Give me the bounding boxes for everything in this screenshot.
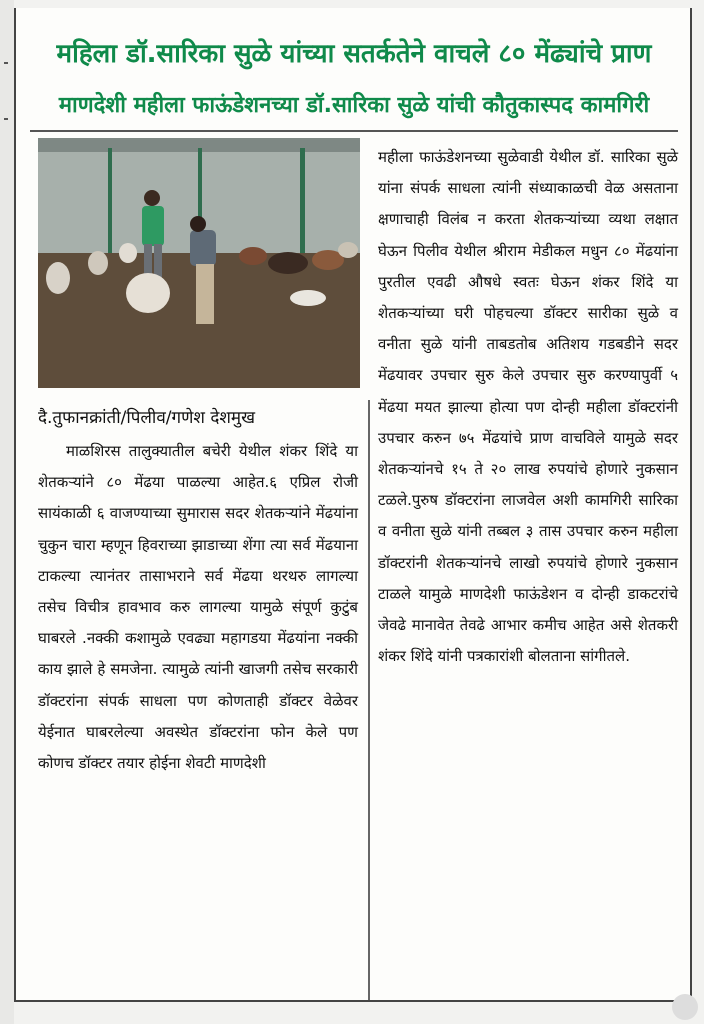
edge-mark — [4, 62, 8, 64]
newspaper-clipping — [14, 8, 692, 1002]
sheep-shed-illustration — [38, 138, 360, 388]
edge-mark — [4, 118, 8, 120]
article-column-right — [378, 142, 678, 672]
article-body-right: महीला फाऊंडेशनच्या सुळेवाडी येथील डॉ. सारिका सुळे यांना संपर्क साधला त्यांनी संध्याकाळची वेळ असताना क्षणाचाही विलंब न करता शेतकऱ्यांच्या व्यथा लक्षात घेऊन पिलीव येथील श्रीराम मेडीकल मधुन ८० मेंढयांना पुरतील एवढी औषधे स्वतः घेऊन शंकर शिंदे या शेतकऱ्यांच्या घरी पोहचल्या डॉक्टर सारीका सुळे व वनीता सुळे यांनी ताबडतोब अतिशय गडबडीने सदर मेंढयावर उपचार सुरु केले उपचार सुरु करण्यापुर्वी ५ मेंढया मयत झाल्या होत्या पण दोन्ही महीला डॉक्टरांनी उपचार करुन ७५ मेंढयांचे प्राण वाचविले यामुळे सदर शेतकऱ्यांनचे १५ ते २० लाख रुपयांचे होणारे नुकसान टळले.पुरुष डॉक्टरांना लाजवेल अशी कामगिरी सारिका व वनीता सुळे यांनी तब्बल ३ तास उपचार करुन महीला डॉक्टरांनी शेतकऱ्यांनचे लाखो रुपयांचे होणारे नुकसान टाळले यामुळे माणदेशी फाऊंडेशन व दोन्ही डाकटरांचे जेवढे मानावेत तेवढे आभार कमीच आहेत असे शेतकरी शंकर शिंदे यांनी पत्रकारांशी बोलताना सांगीतले. — [378, 148, 678, 666]
article-body-left: माळशिरस तालुक्यातील बचेरी येथील शंकर शिंदे या शेतकऱ्यांने ८० मेंढया पाळल्या आहेत.६ एप्रिल रोजी सायंकाळी ६ वाजण्याच्या सुमारास सदर शेतकऱ्यांने मेंढयांना चुकुन चारा म्हणून हिवराच्या झाडाच्या शेंगा त्या सर्व मेंढयाना टाकल्या त्यानंतर तासाभराने सर्व मेंढया थरथरु लागल्या तसेच विचीत्र हावभाव करु लागल्या यामुळे संपूर्ण कुटुंब घाबरले .नक्की कशामुळे एवढ्या महागडया मेंढयांना नक्की काय झाले हे समजेना. त्यामुळे त्यांनी खाजगी तसेच सरकारी डॉक्टरांना संपर्क साधला पण कोणताही डॉक्टर वेळेवर येईनात घाबरलेल्या अवस्थेत डॉक्टरांना फोन केले पण कोणच डॉक्टर तयार होईना शेवटी माणदेशी — [38, 442, 358, 773]
headline-divider — [30, 130, 678, 132]
article-column-left — [38, 436, 358, 779]
headline: महिला डॉ.सारिका सुळे यांच्या सतर्कतेने वाचले ८० मेंढ्यांचे प्राण — [56, 39, 652, 69]
article-photo — [38, 138, 360, 388]
subheadline: माणदेशी महीला फाऊंडेशनच्या डॉ.सारिका सुळे यांची कौतुकास्पद कामगिरी — [58, 93, 650, 118]
page-edge — [0, 0, 14, 1024]
corner-circle-icon — [672, 994, 698, 1020]
column-divider — [368, 400, 370, 1000]
photo-credit: दै.तुफानक्रांती/पिलीव/गणेश देशमुख — [38, 408, 255, 428]
